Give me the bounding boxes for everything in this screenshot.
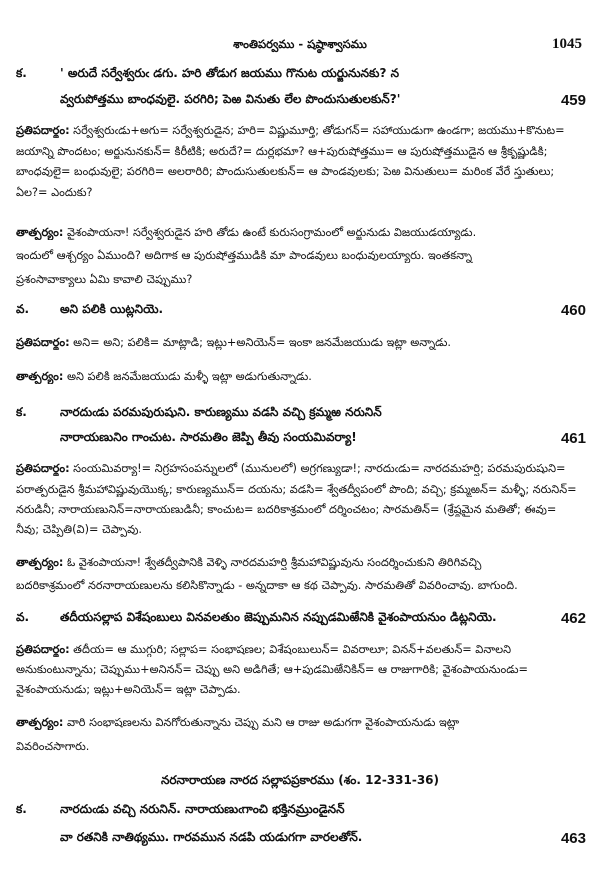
word-meaning-461-line-3: నరుడినీ; నారాయణునిన్=నారాయణుడినీ; కాంచుట= బదరికాశ్రమంలో దర్శించటం; సారమతిన్= (శ్రేష్ఠమైన మతితో; ఈవు= bbox=[16, 503, 557, 516]
verse-text: వ్వరుపోత్తము బాంధవులై. పరగిరి; పెఱ వినుతు లేల పొందుసుతులకున్?' bbox=[60, 92, 401, 106]
meaning-460-line-1: తాత్పర్యం: అని పలికి జనమేజయుడు మళ్ళీ ఇట్లా అడుగుతున్నాడు. bbox=[16, 370, 312, 383]
verse-text: నారదుఁడు వచ్చి నరునిన్. నారాయణుఁగాంచి భక్తినమ్రుండైనన్ bbox=[60, 802, 345, 816]
verse-459-line-2 bbox=[16, 92, 586, 109]
verse-type-label: క. bbox=[16, 66, 27, 80]
meaning-459-line-3: ప్రశంసావాక్యాలు ఏమి కావాలి చెప్పుము? bbox=[16, 273, 193, 286]
verse-463-line-1 bbox=[16, 802, 586, 819]
meaning-462-line-1: తాత్పర్యం: వారి సంభాషణలను వినగోరుతున్నాను చెప్పు మని ఆ రాజు అడుగగా వైశంపాయనుడు ఇట్లా bbox=[16, 716, 460, 729]
verse-type-label: క. bbox=[16, 802, 27, 816]
word-meaning-460-line-1: ప్రతిపదార్థం: అని= అని; పలికి= మాట్లాడి; ఇట్లు+అనియెన్= ఇంకా జనమేజయుడు ఇట్లా అన్నాడు. bbox=[16, 336, 451, 349]
verse-text: నారదుఁడు పరమపురుషుని. కారుణ్యము వడసి వచ్చి క్రమ్మఱ నరునిన్ bbox=[60, 405, 382, 419]
verse-463-line-2 bbox=[16, 830, 586, 847]
meaning-461-line-1: తాత్పర్యం: ఓ వైశంపాయనా! శ్వేతద్వీపానికి వెళ్ళి నారదమహర్షి శ్రీమహావిష్ణువును సందర్శించుకుని తిరిగివచ్చి bbox=[16, 556, 482, 569]
verse-type-label: క. bbox=[16, 405, 27, 419]
meaning-461-line-2: బదరికాశ్రమంలో నరనారాయణులను కలిసికొన్నాడు - అన్నదాకా ఆ కథ చెప్పావు. సారమతితో వివరించావు. బాగుంది. bbox=[16, 579, 518, 592]
meaning-462-line-2: వివరించసాగారు. bbox=[16, 740, 90, 753]
meaning-label: తాత్పర్యం: bbox=[16, 226, 64, 239]
verse-461-line-1 bbox=[16, 405, 586, 422]
word-meaning-462-line-2: అనుకుంటున్నాను; చెప్పుము+అనినన్= చెప్పు అని అడిగితే; ఆ+పుడమిఱేనికిన్= ఆ రాజుగారికి; వైశంపాయనుండు= bbox=[16, 663, 528, 676]
word-meaning-label: ప్రతిపదార్థం: bbox=[16, 124, 70, 137]
verse-461-line-2 bbox=[16, 430, 586, 447]
meaning-label: తాత్పర్యం: bbox=[16, 716, 64, 729]
word-meaning-459-line-2: జయాన్ని పొందటం; అర్జునునకున్= కిరీటికి; అరుదే?= దుర్లభమా? ఆ+పురుషోత్తము= ఆ పురుషోత్తముడైన ఆ శ్రీకృష్ణుడికి; bbox=[16, 145, 548, 158]
word-meaning-label: ప్రతిపదార్థం: bbox=[16, 643, 70, 656]
section-heading bbox=[0, 773, 600, 790]
section-reference: (శం. 12-331-36) bbox=[338, 773, 440, 787]
word-meaning-462-line-3: వైశంపాయనుడు; ఇట్లు+అనియెన్= ఇట్లా చెప్పాడు. bbox=[16, 683, 241, 696]
verse-number: 462 bbox=[560, 610, 586, 627]
word-meaning-label: ప్రతిపదార్థం: bbox=[16, 336, 70, 349]
meaning-label: తాత్పర్యం: bbox=[16, 370, 64, 383]
word-meaning-461-line-2: పరాత్పరుడైన శ్రీమహావిష్ణువుయొక్క; కారుణ్యమున్= దయను; వడసి= శ్వేతద్వీపంలో పొంది; వచ్చి; క్రమ్మఱన్= మళ్ళీ; నరునిన్= bbox=[16, 483, 577, 496]
verse-460 bbox=[16, 302, 586, 319]
verse-number: 459 bbox=[560, 92, 586, 109]
section-title: నరనారాయణ నారద సల్లాపప్రకారము bbox=[160, 773, 335, 787]
running-header: శాంతిపర్వము - షష్ఠాశ్వాసము bbox=[233, 37, 367, 51]
word-meaning-459-line-4: ఏల?= ఎందుకు? bbox=[16, 186, 93, 199]
verse-text: అని పలికి యిట్లనియె. bbox=[60, 302, 164, 316]
word-meaning-459-line-1: ప్రతిపదార్థం: సర్వేశ్వరుఁడు+అగు= సర్వేశ్వరుడైన; హరి= విష్ణుమూర్తి; తోడుగన్= సహాయుడుగా ఉండగా; జయము+కొనుట= bbox=[16, 124, 565, 137]
verse-type-label: వ. bbox=[16, 610, 30, 624]
word-meaning-462-line-1: ప్రతిపదార్థం: తదీయ= ఆ ముగ్గురి; సల్లాప= సంభాషణల; విశేషంబులున్= వివరాలూ; వినన్+వలతున్= వినాలని bbox=[16, 643, 512, 656]
meaning-459-line-1: తాత్పర్యం: వైశంపాయనా! సర్వేశ్వరుడైన హరి తోడు ఉంటే కురుసంగ్రామంలో అర్జునుడు విజయుడయ్యాడు. bbox=[16, 226, 477, 239]
verse-text: వా రతనికి నాతిథ్యము. గారవమున నడపి యడుగగా వారలతోన్. bbox=[60, 830, 363, 844]
word-meaning-459-line-3: బాంధవులై= బంధువులై; పరగిరి= అలరారిరి; పొందుసుతులకున్= ఆ పాండవులకు; పెఱ వినుతులు= మరింక వేరే స్తుతులు; bbox=[16, 165, 555, 178]
verse-text: తదీయసల్లాప విశేషంబులు వినవలతుం జెప్పుమనిన నప్పుడమిఱేనికి వైశంపాయనుం డిట్లనియె. bbox=[60, 610, 497, 624]
verse-type-label: వ. bbox=[16, 302, 30, 316]
word-meaning-label: ప్రతిపదార్థం: bbox=[16, 462, 70, 475]
verse-number: 461 bbox=[560, 430, 586, 447]
word-meaning-461-line-1: ప్రతిపదార్థం: సంయమివర్యా!= నిగ్రహసంపన్నులలో (మునులలో) అగ్రగణ్యుడా!; నారదుఁడు= నారదమహర్షి; పరమపురుషుని= bbox=[16, 462, 566, 475]
word-meaning-461-line-4: నీవు; చెప్పితి(వి)= చెప్పావు. bbox=[16, 523, 142, 536]
meaning-label: తాత్పర్యం: bbox=[16, 556, 64, 569]
verse-text: నారాయణునిం గాంచుట. సారమతిం జెప్పి తీవు సంయమివర్యా! bbox=[60, 430, 357, 444]
page-number: 1045 bbox=[552, 36, 582, 52]
verse-462 bbox=[16, 610, 586, 627]
meaning-459-line-2: ఇందులో ఆశ్చర్యం ఏముంది? అదిగాక ఆ పురుషోత్తముడికి మా పాండవులు బంధువులయ్యారు. ఇంతకన్నా bbox=[16, 249, 473, 262]
verse-text: ' అరుదే సర్వేశ్వరుఁ డగు. హరి తోడుగ జయము గొనుట యర్జునునకు? న bbox=[60, 66, 400, 80]
verse-459-line-1 bbox=[16, 66, 586, 83]
verse-number: 463 bbox=[560, 830, 586, 847]
verse-number: 460 bbox=[560, 302, 586, 319]
